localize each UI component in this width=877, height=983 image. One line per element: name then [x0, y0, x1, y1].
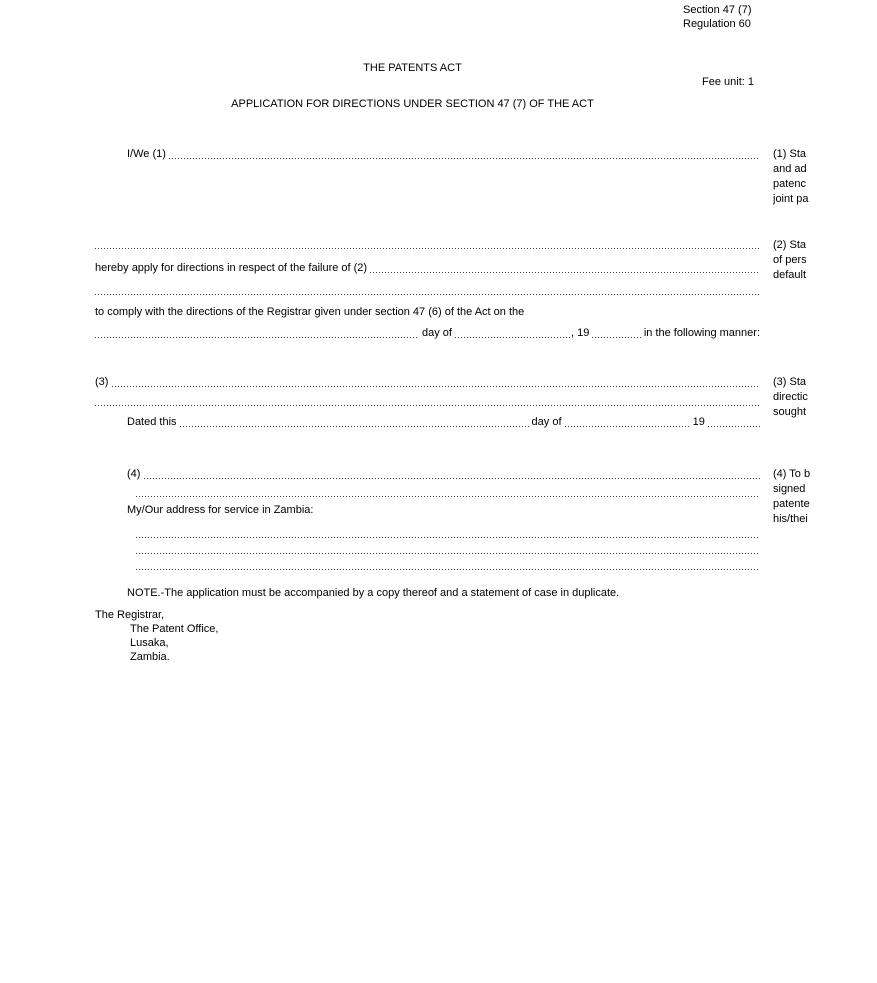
margin-note-line: patente [773, 498, 810, 510]
direction-date-line [95, 326, 760, 340]
comply-text: to comply with the directions of the Registrar given under section 47 (6) of the Act on the [95, 306, 525, 318]
margin-note-line: joint pa [773, 193, 809, 205]
continuation-line [95, 237, 760, 251]
section-reference: Section 47 (7) [683, 4, 752, 16]
margin-note-line: directic [773, 391, 808, 403]
margin-note-line: (2) Sta [773, 239, 807, 251]
item4-label: (4) [127, 468, 144, 480]
address-line [136, 542, 760, 556]
address-field [136, 526, 760, 540]
month-field [565, 415, 690, 429]
margin-note-line: sought [773, 406, 807, 418]
address-field [136, 542, 760, 556]
continuation-line [95, 283, 760, 297]
margin-note-1 [773, 147, 815, 207]
regulation-reference: Regulation 60 [683, 18, 751, 30]
write-in-field [95, 283, 760, 297]
write-in-field [136, 485, 760, 499]
following-manner-label: in the following manner: [640, 327, 760, 339]
person-in-default-field [370, 261, 760, 275]
continuation-line [136, 485, 760, 499]
write-in-field [95, 394, 760, 408]
fee-unit-label: Fee unit: 1 [702, 76, 754, 88]
margin-note-line: default [773, 269, 807, 281]
date-field [95, 326, 419, 340]
margin-note-4 [773, 467, 815, 527]
applicant-name-line [127, 147, 760, 161]
item3-label: (3) [95, 376, 112, 388]
form-title: APPLICATION FOR DIRECTIONS UNDER SECTION 47 (7) OF THE ACT [231, 98, 594, 110]
margin-note-line: and ad [773, 163, 807, 175]
address-heading: My/Our address for service in Zambia: [127, 504, 314, 516]
registrar-address-block [95, 608, 218, 664]
city-line: Lusaka, [130, 637, 169, 649]
office-line: The Patent Office, [130, 623, 219, 635]
day-of-label: day of [528, 416, 565, 428]
date-field [180, 415, 529, 429]
year-field [708, 415, 760, 429]
directions-sought-field [112, 375, 761, 389]
margin-note-line: (1) Sta [773, 148, 807, 160]
iwe-label: I/We (1) [127, 148, 169, 160]
act-title: THE PATENTS ACT [363, 62, 462, 74]
applicant-name-field [169, 147, 760, 161]
address-line [136, 526, 760, 540]
write-in-field [95, 237, 760, 251]
margin-note-line: (3) Sta [773, 376, 807, 388]
address-line [136, 558, 760, 572]
day-of-label: day of [418, 327, 455, 339]
directions-sought-line [95, 375, 760, 389]
dated-line [127, 415, 760, 429]
margin-note-2 [773, 238, 815, 283]
margin-note-line: patenc [773, 178, 807, 190]
margin-note-line: of pers [773, 254, 807, 266]
continuation-line [95, 394, 760, 408]
margin-note-3 [773, 375, 815, 420]
signature-field [144, 467, 761, 481]
note-text: NOTE.-The application must be accompanied by a copy thereof and a statement of case in duplicate. [127, 587, 620, 599]
failure-of-line [95, 261, 760, 275]
year-label: , 19 [571, 327, 593, 339]
dated-this-label: Dated this [127, 416, 180, 428]
statute-reference-block [683, 3, 751, 31]
address-field [136, 558, 760, 572]
month-field [455, 326, 571, 340]
country-line: Zambia. [130, 651, 170, 663]
margin-note-line: his/thei [773, 513, 808, 525]
registrar-line: The Registrar, [95, 609, 165, 621]
margin-note-line: (4) To b [773, 468, 811, 480]
year-field [592, 326, 640, 340]
signature-line [127, 467, 760, 481]
year-label: 19 [689, 416, 708, 428]
hereby-apply-text: hereby apply for directions in respect of the failure of (2) [95, 262, 371, 274]
margin-note-line: signed [773, 483, 806, 495]
